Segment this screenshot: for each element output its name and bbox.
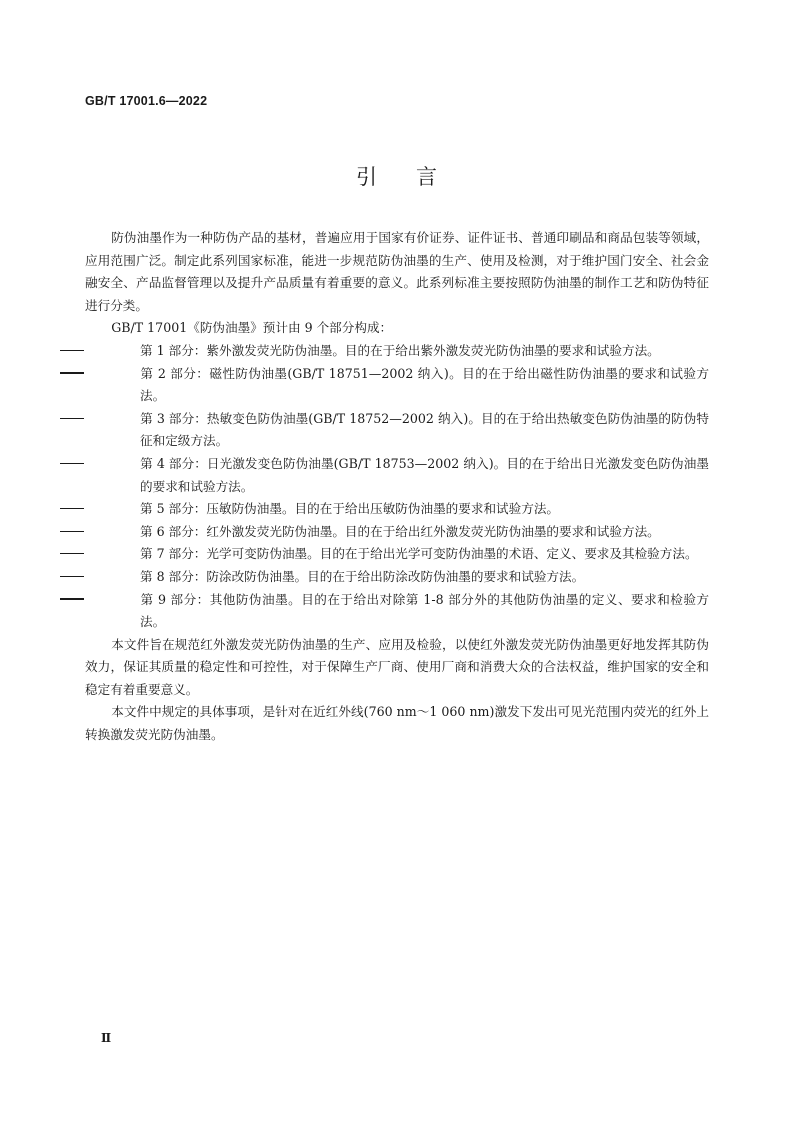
em-dash <box>115 521 140 544</box>
part-list-item <box>85 543 709 566</box>
part-list-item <box>85 498 709 521</box>
part-text: 第 3 部分：热敏变色防伪油墨(GB/T 18752—2002 纳入)。目的在于给出热敏变色防伪油墨的防伪特征和定级方法。 <box>140 410 709 449</box>
title-char-1: 引 <box>356 165 378 189</box>
em-dash <box>115 408 140 431</box>
part-text: 第 8 部分：防涂改防伪油墨。目的在于给出防涂改防伪油墨的要求和试验方法。 <box>140 568 585 584</box>
part-text: 第 5 部分：压敏防伪油墨。目的在于给出压敏防伪油墨的要求和试验方法。 <box>140 501 560 517</box>
part-list-item <box>85 589 709 634</box>
parts-intro-paragraph: GB/T 17001《防伪油墨》预计由 9 个部分构成： <box>111 320 393 336</box>
em-dash <box>115 340 140 363</box>
scope-paragraph: 本文件中规定的具体事项，是针对在近红外线(760 nm～1 060 nm)激发下发出可见光范围内荧光的红外上转换激发荧光防伪油墨。 <box>85 704 709 743</box>
purpose-paragraph: 本文件旨在规范红外激发荧光防伪油墨的生产、应用及检验，以使红外激发荧光防伪油墨更好地发挥其防伪效力，保证其质量的稳定性和可控性，对于保障生产厂商、使用厂商和消费大众的合法权益，维护国家的安全和稳定有着重要意义。 <box>85 636 709 697</box>
part-list-item <box>85 566 709 589</box>
part-text: 第 9 部分：其他防伪油墨。目的在于给出对除第 1-8 部分外的其他防伪油墨的定义、要求和检验方法。 <box>140 591 709 630</box>
part-list-item <box>85 408 709 453</box>
part-text: 第 6 部分：红外激发荧光防伪油墨。目的在于给出红外激发荧光防伪油墨的要求和试验方法。 <box>140 523 660 539</box>
standard-number: GB/T 17001.6—2022 <box>85 94 208 108</box>
em-dash <box>115 543 140 566</box>
em-dash <box>115 363 140 386</box>
part-text: 第 4 部分：日光激发变色防伪油墨(GB/T 18753—2002 纳入)。目的在于给出日光激发变色防伪油墨的要求和试验方法。 <box>140 455 709 494</box>
em-dash <box>115 498 140 521</box>
part-text: 第 1 部分：紫外激发荧光防伪油墨。目的在于给出紫外激发荧光防伪油墨的要求和试验方法。 <box>140 342 660 358</box>
part-list-item <box>85 340 709 363</box>
em-dash <box>115 589 140 612</box>
part-list-item <box>85 453 709 498</box>
em-dash <box>115 566 140 589</box>
part-text: 第 2 部分：磁性防伪油墨(GB/T 18751—2002 纳入)。目的在于给出磁性防伪油墨的要求和试验方法。 <box>140 365 709 404</box>
document-body <box>85 227 709 747</box>
part-text: 第 7 部分：光学可变防伪油墨。目的在于给出光学可变防伪油墨的术语、定义、要求及其检验方法。 <box>140 546 698 562</box>
title-char-2: 言 <box>416 165 438 189</box>
part-list-item <box>85 363 709 408</box>
section-title <box>0 161 794 191</box>
intro-paragraph: 防伪油墨作为一种防伪产品的基材，普遍应用于国家有价证券、证件证书、普通印刷品和商品包装等领域，应用范围广泛。制定此系列国家标准，能进一步规范防伪油墨的生产、使用及检测，对于维护国门安全、社会金融安全、产品监督管理以及提升产品质量有着重要的意义。此系列标准主要按照防伪油墨的制作工艺和防伪特征进行分类。 <box>85 230 709 313</box>
em-dash <box>115 453 140 476</box>
page-number: Ⅱ <box>101 1031 112 1045</box>
part-list-item <box>85 521 709 544</box>
